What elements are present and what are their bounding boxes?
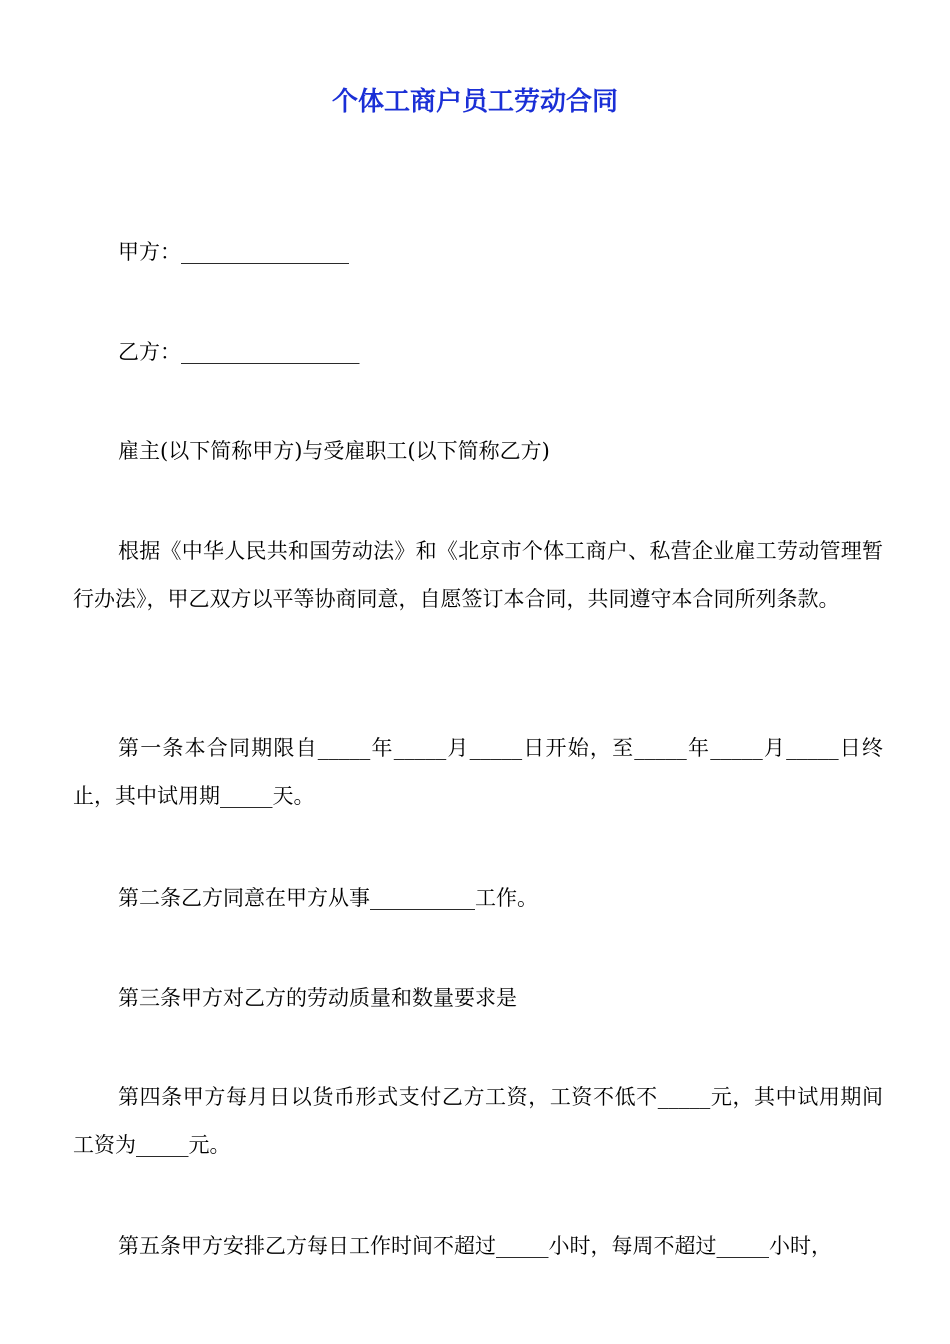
- article-5: 第五条甲方安排乙方每日工作时间不超过_____小时，每周不超过_____小时，: [118, 1234, 832, 1258]
- article-3: 第三条甲方对乙方的劳动质量和数量要求是: [118, 986, 517, 1010]
- party-a-line: 甲方：________________: [118, 240, 349, 264]
- parties-intro: 雇主(以下简称甲方)与受雇职工(以下简称乙方): [118, 439, 550, 463]
- article-4: 第四条甲方每月日以货币形式支付乙方工资，工资不低不_____元，其中试用期间工资为_____元。: [73, 1085, 883, 1157]
- article-1: 第一条本合同期限自_____年_____月_____日开始，至_____年_____月_____日终止，其中试用期_____天。: [73, 736, 883, 808]
- document-title: 个体工商户员工劳动合同: [331, 87, 618, 117]
- party-b-line: 乙方：_________________: [118, 340, 360, 364]
- preamble-paragraph: 根据《中华人民共和国劳动法》和《北京市个体工商户、私营企业雇工劳动管理暂行办法》，甲乙双方以平等协商同意，自愿签订本合同，共同遵守本合同所列条款。: [73, 539, 883, 611]
- article-2: 第二条乙方同意在甲方从事__________工作。: [118, 886, 538, 910]
